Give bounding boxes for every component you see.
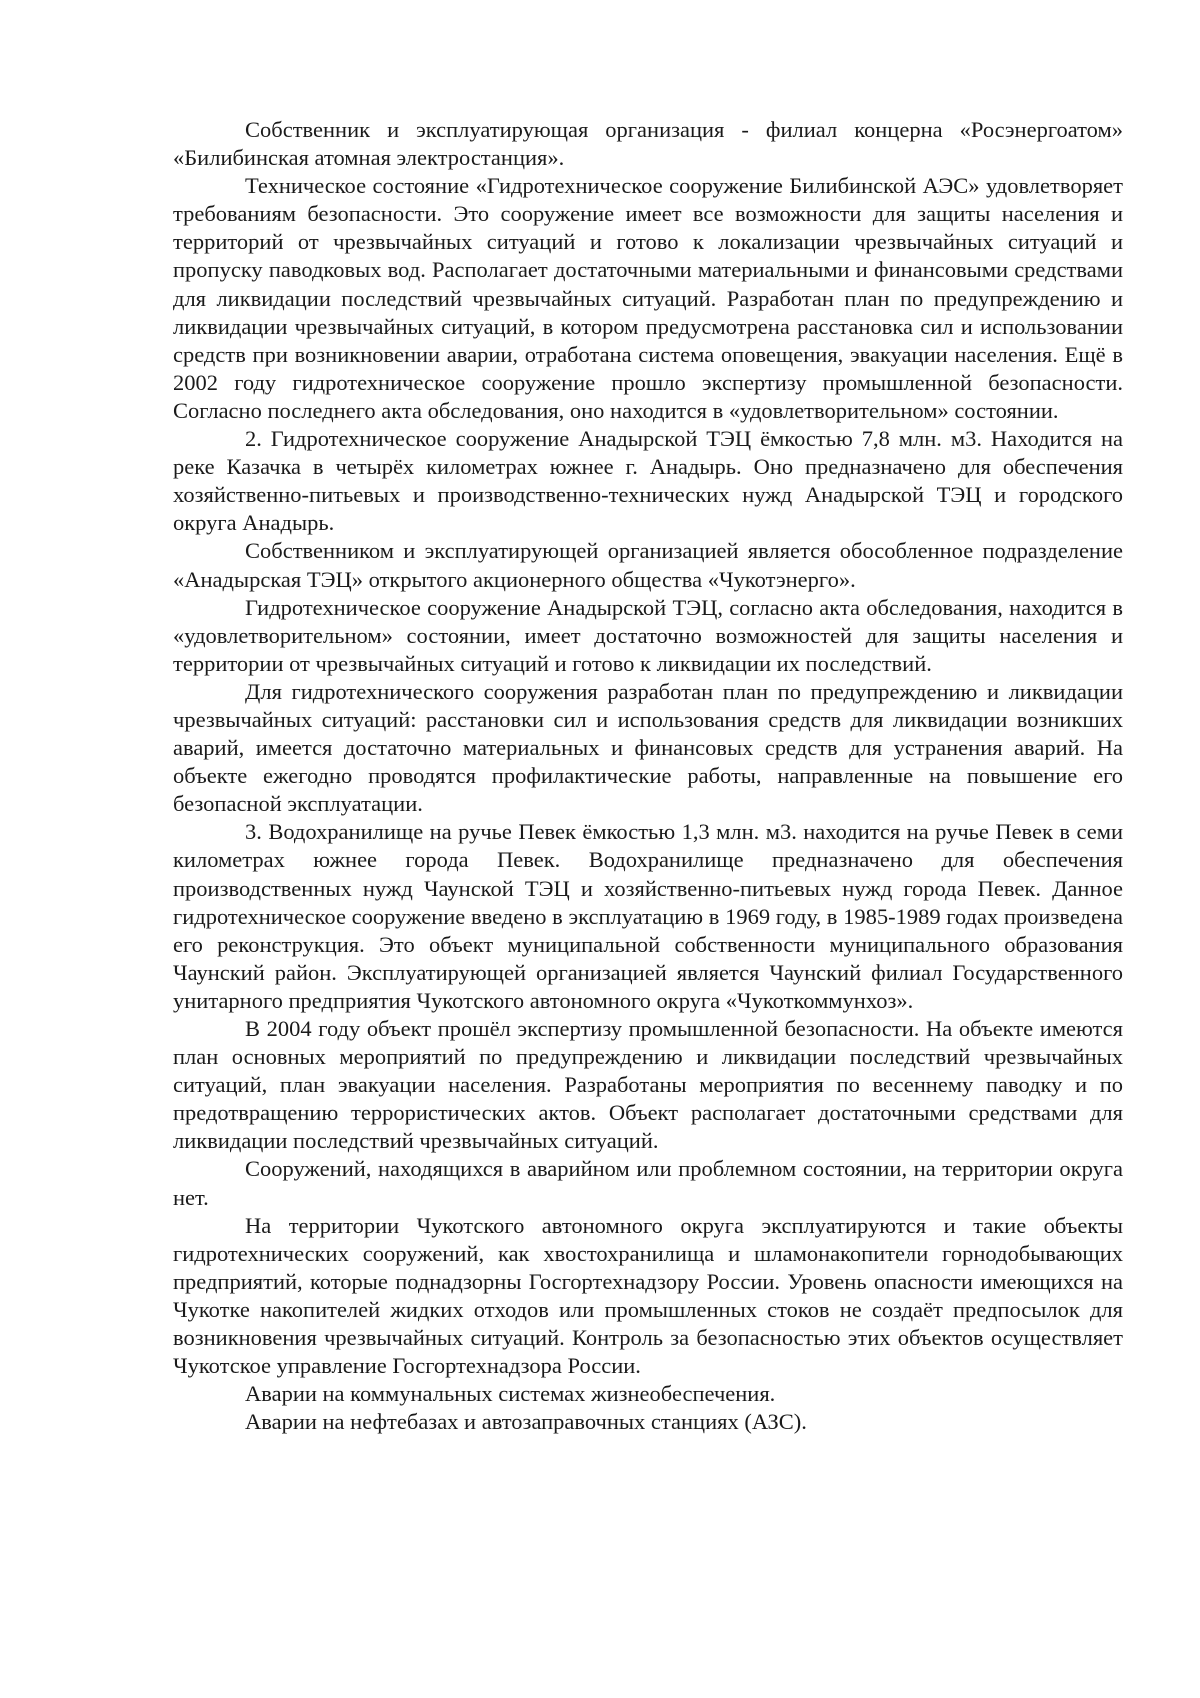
paragraph-anadyr-condition: Гидротехническое сооружение Анадырской ТЭЦ, согласно акта обследования, находится в «удовлетворительном» состоянии, имеет достаточно возможностей для защиты населения и территории от чрезвычайных ситуаций и готово к ликвидации их последствий.: [173, 594, 1123, 676]
paragraph-pevek-expertise: В 2004 году объект прошёл экспертизу промышленной безопасности. На объекте имеются план основных мероприятий по предупреждению и ликвидации последствий чрезвычайных ситуаций, план эвакуации населения. Разработаны мероприятия по весеннему паводку и по предотвращению террористических актов. Объект располагает достаточными средствами для ликвидации последствий чрезвычайных ситуаций.: [173, 1016, 1123, 1154]
paragraph-bilibino-condition: Техническое состояние «Гидротехническое сооружение Билибинской АЭС» удовлетворяет требованиям безопасности. Это сооружение имеет все возможности для защиты населения и территорий от чрезвычайных ситуаций и готово к локализации чрезвычайных ситуаций и пропуску паводковых вод. Располагает достаточными материальными и финансовыми средствами для ликвидации последствий чрезвычайных ситуаций. Разработан план по предупреждению и ликвидации чрезвычайных ситуаций, в котором предусмотрена расстановка сил и использовании средств при возникновении аварии, отработана система оповещения, эвакуации населения. Ещё в 2002 году гидротехническое сооружение прошло экспертизу промышленной безопасности. Согласно последнего акта обследования, оно находится в «удовлетворительном» состоянии.: [173, 173, 1123, 423]
paragraph-anadyr-owner: Собственником и эксплуатирующей организацией является обособленное подразделение «Анадырская ТЭЦ» открытого акционерного общества «Чукотэнерго».: [173, 538, 1123, 592]
paragraph-anadyr-plan: Для гидротехнического сооружения разработан план по предупреждению и ликвидации чрезвычайных ситуаций: расстановки сил и использования средств для ликвидации возникших аварий, имеется достаточно материальных и финансовых средств для устранения аварий. На объекте ежегодно проводятся профилактические работы, направленные на повышение его безопасной эксплуатации.: [173, 678, 1123, 817]
paragraph-fuel-depot-accidents: Аварии на нефтебазах и автозаправочных станциях (АЗС).: [245, 1409, 807, 1435]
paragraph-owner-bilibino: Собственник и эксплуатирующая организация - филиал концерна «Росэнергоатом» «Билибинская атомная электростанция».: [173, 117, 1123, 171]
paragraph-tailings: На территории Чукотского автономного округа эксплуатируются и такие объекты гидротехнических сооружений, как хвостохранилища и шламонакопители горнодобывающих предприятий, которые поднадзорны Госгортехнадзору России. Уровень опасности имеющихся на Чукотке накопителей жидких отходов или промышленных стоков не создаёт предпосылок для возникновения чрезвычайных ситуаций. Контроль за безопасностью этих объектов осуществляет Чукотское управление Госгортехнадзора России.: [173, 1212, 1123, 1379]
paragraph-anadyr-structure: 2. Гидротехническое сооружение Анадырской ТЭЦ ёмкостью 7,8 млн. м3. Находится на реке Казачка в четырёх километрах южнее г. Анадырь. Оно предназначено для обеспечения хозяйственно-питьевых и производственно-технических нужд Анадырской ТЭЦ и городского округа Анадырь.: [173, 426, 1123, 536]
paragraph-no-emergency-structures: Сооружений, находящихся в аварийном или проблемном состоянии, на территории округа нет.: [173, 1156, 1123, 1210]
document-body: [173, 116, 1123, 1436]
paragraph-utility-accidents: Аварии на коммунальных системах жизнеобеспечения.: [245, 1381, 776, 1407]
paragraph-pevek-reservoir: 3. Водохранилище на ручье Певек ёмкостью 1,3 млн. м3. находится на ручье Певек в семи километрах южнее города Певек. Водохранилище предназначено для обеспечения производственных нужд Чаунской ТЭЦ и хозяйственно-питьевых нужд города Певек. Данное гидротехническое сооружение введено в эксплуатацию в 1969 году, в 1985-1989 годах произведена его реконструкция. Это объект муниципальной собственности муниципального образования Чаунский район. Эксплуатирующей организацией является Чаунский филиал Государственного унитарного предприятия Чукотского автономного округа «Чукоткоммунхоз».: [173, 819, 1123, 1013]
